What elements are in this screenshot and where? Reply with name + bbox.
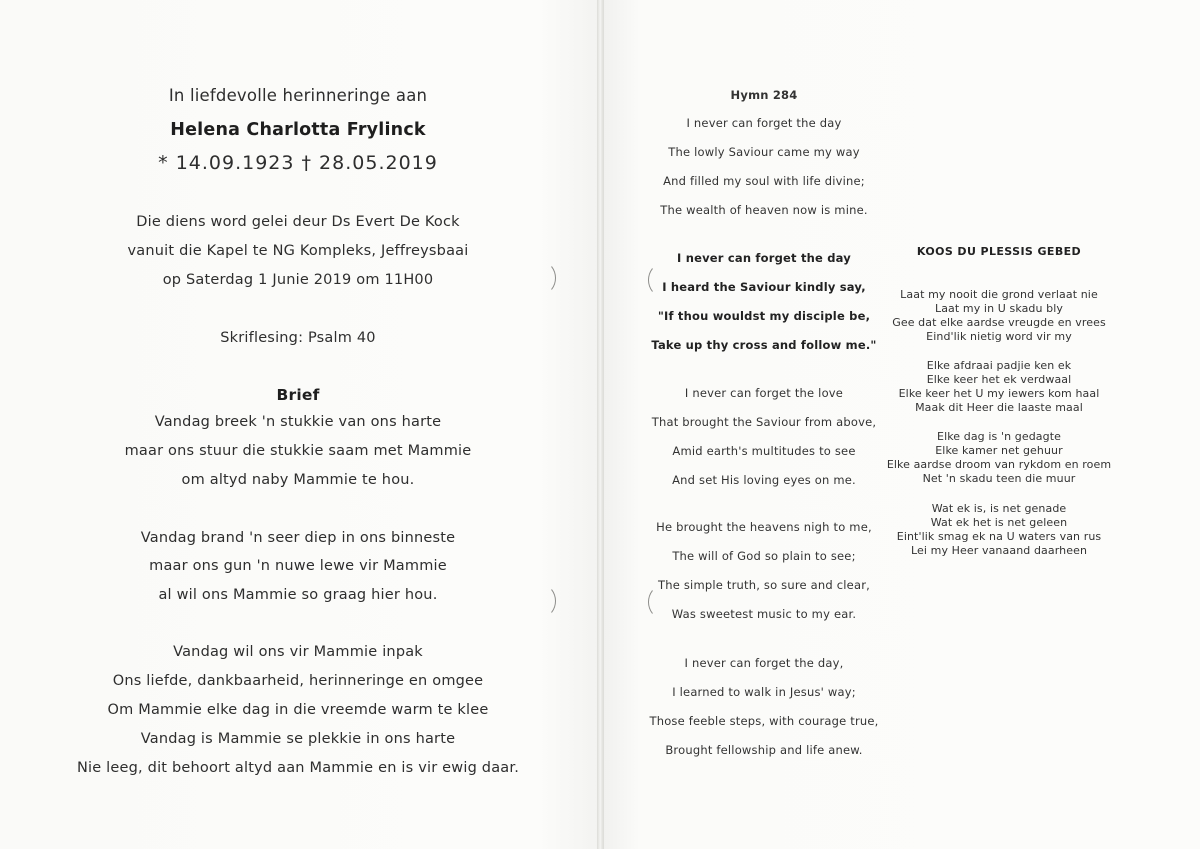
hymn-line: And filled my soul with life divine; — [663, 174, 865, 188]
prayer-line: Maak dit Heer die laaste maal — [915, 401, 1083, 414]
hymn-line: The will of God so plain to see; — [672, 549, 856, 563]
prayer-line: Elke dag is 'n gedagte — [937, 430, 1061, 443]
letter-line: maar ons stuur die stukkie saam met Mammie — [124, 443, 472, 459]
prayer-line: Net 'n skadu teen die muur — [922, 472, 1076, 485]
service-line: op Saterdag 1 Junie 2019 om 11H00 — [162, 272, 434, 288]
prayer-line: Lei my Heer vanaand daarheen — [910, 544, 1088, 557]
hymn-line: Brought fellowship and life anew. — [665, 743, 863, 757]
hymn-title: Hymn 284 — [730, 88, 798, 102]
hymn-line: Take up thy cross and follow me." — [651, 338, 877, 352]
letter-line: Vandag is Mammie se plekkie in ons harte — [140, 731, 456, 747]
prayer-line: Eind'lik nietig word vir my — [926, 330, 1072, 343]
prayer-line: Elke keer het U my iewers kom haal — [898, 387, 1100, 400]
binding-hole — [530, 262, 556, 294]
prayer-line: Elke kamer net gehuur — [935, 444, 1063, 457]
hymn-line: I never can forget the love — [684, 386, 844, 400]
hymn-line: I never can forget the day, — [684, 656, 844, 670]
binding-hole — [530, 585, 556, 617]
hymn-line: Was sweetest music to my ear. — [671, 607, 857, 621]
hymn-line: That brought the Saviour from above, — [651, 415, 877, 429]
right-page — [604, 0, 1200, 849]
hymn-line: And set His loving eyes on me. — [672, 473, 856, 487]
prayer-line: Elke afdraai padjie ken ek — [926, 359, 1072, 372]
hymn-line: The lowly Saviour came my way — [668, 145, 860, 159]
letter-line: Vandag breek 'n stukkie van ons harte — [154, 414, 442, 430]
life-dates: * 14.09.1923 † 28.05.2019 — [158, 152, 438, 174]
letter-line: Nie leeg, dit behoort altyd aan Mammie en is vir ewig daar. — [76, 760, 520, 776]
hymn-line: The wealth of heaven now is mine. — [660, 203, 868, 217]
letter-line: Ons liefde, dankbaarheid, herinneringe en omgee — [112, 673, 484, 689]
prayer-line: Elke aardse droom van rykdom en roem — [886, 458, 1112, 471]
deceased-name: Helena Charlotta Frylinck — [170, 120, 426, 140]
left-page — [0, 0, 598, 849]
hymn-line: "If thou wouldst my disciple be, — [657, 309, 871, 323]
hymn-line: I never can forget the day — [686, 116, 842, 130]
hymn-line: Amid earth's multitudes to see — [672, 444, 856, 458]
prayer-line: Elke keer het ek verdwaal — [926, 373, 1072, 386]
prayer-line: Eint'lik smag ek na U waters van rus — [896, 530, 1102, 543]
prayer-line: Gee dat elke aardse vreugde en vrees — [892, 316, 1106, 329]
hymn-line: I never can forget the day — [677, 251, 851, 265]
hymn-line: I heard the Saviour kindly say, — [662, 280, 866, 294]
prayer-line: Laat my nooit die grond verlaat nie — [900, 288, 1098, 301]
letter-line: Om Mammie elke dag in die vreemde warm te klee — [107, 702, 489, 718]
letter-line: om altyd naby Mammie te hou. — [181, 472, 415, 488]
hymn-line: I learned to walk in Jesus' way; — [672, 685, 856, 699]
hymn-line: Those feeble steps, with courage true, — [649, 714, 879, 728]
letter-heading: Brief — [276, 386, 320, 404]
letter-line: al wil ons Mammie so graag hier hou. — [158, 587, 438, 603]
intro-line: In liefdevolle herinneringe aan — [168, 86, 428, 105]
letter-line: maar ons gun 'n nuwe lewe vir Mammie — [149, 558, 447, 574]
service-line: vanuit die Kapel te NG Kompleks, Jeffreysbaai — [127, 243, 469, 259]
binding-hole — [648, 586, 674, 618]
hymn-line: He brought the heavens nigh to me, — [656, 520, 872, 534]
scripture-reading: Skriflesing: Psalm 40 — [220, 330, 376, 346]
binding-hole — [648, 264, 674, 296]
prayer-line: Wat ek het is net geleen — [930, 516, 1068, 529]
prayer-line: Wat ek is, is net genade — [931, 502, 1067, 515]
prayer-line: Laat my in U skadu bly — [934, 302, 1064, 315]
letter-line: Vandag wil ons vir Mammie inpak — [173, 644, 423, 660]
letter-line: Vandag brand 'n seer diep in ons binneste — [140, 530, 456, 546]
hymn-line: The simple truth, so sure and clear, — [658, 578, 870, 592]
service-line: Die diens word gelei deur Ds Evert De Kock — [136, 214, 460, 230]
prayer-title: KOOS DU PLESSIS GEBED — [916, 245, 1082, 258]
